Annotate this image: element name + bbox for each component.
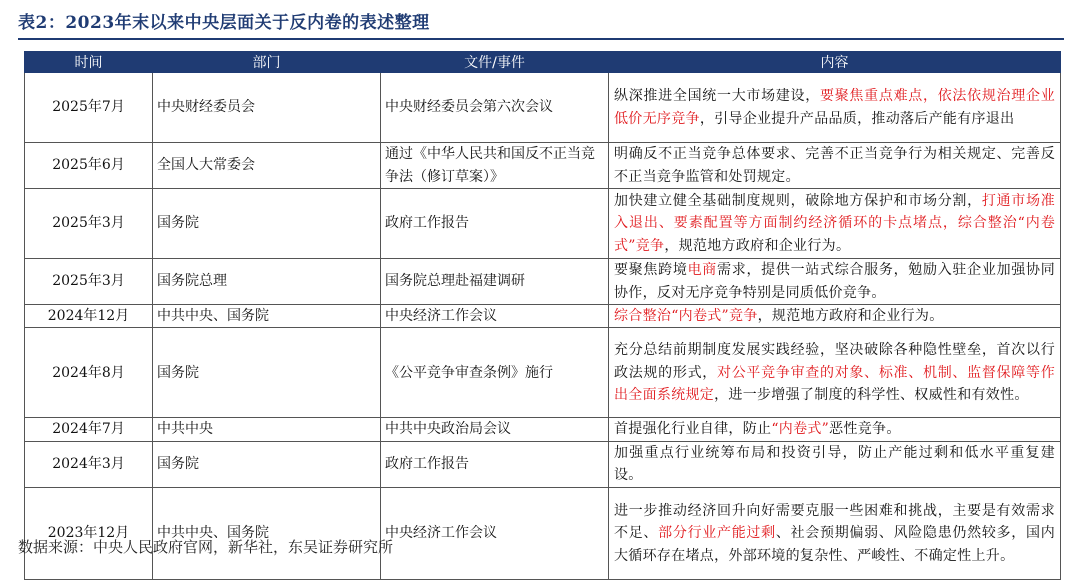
- cell-dept: 国务院: [153, 441, 381, 487]
- cell-dept: 国务院: [153, 189, 381, 259]
- content-text: 要聚焦跨境: [614, 262, 688, 279]
- table-row: [25, 189, 1061, 259]
- cell-time: 2025年6月: [25, 143, 153, 189]
- content-text: 首提强化行业自律，防止: [614, 421, 772, 438]
- header-dept: 部门: [153, 52, 381, 73]
- table-row: [25, 328, 1061, 418]
- highlighted-text: 打通市场准入退出、要素配置等方面制约经济循环的卡点堵点，综合整治“内卷式”竞争: [614, 192, 1055, 254]
- cell-doc: 通过《中华人民共和国反不正当竞争法（修订草案）》: [381, 143, 609, 189]
- cell-content: [609, 487, 1061, 579]
- cell-doc: 政府工作报告: [381, 441, 609, 487]
- cell-doc: 国务院总理赴福建调研: [381, 259, 609, 305]
- cell-doc: 中央经济工作会议: [381, 487, 609, 579]
- cell-content: [609, 73, 1061, 143]
- content-text: 加强重点行业统筹布局和投资引导，防止产能过剩和低水平重复建设。: [614, 444, 1055, 484]
- highlighted-text: 部分行业产能过剩: [658, 525, 776, 542]
- cell-doc: 中央经济工作会议: [381, 305, 609, 328]
- table-title: 表2：2023年末以来中央层面关于反内卷的表述整理: [18, 13, 430, 33]
- header-doc: 文件/事件: [381, 52, 609, 73]
- content-text: 进一步推动经济回升向好需要克服一些困难和挑战，主要是有效需求不足、: [614, 502, 1055, 542]
- table-row: [25, 487, 1061, 579]
- header-time: 时间: [25, 52, 153, 73]
- cell-time: 2025年7月: [25, 73, 153, 143]
- header-content: 内容: [609, 52, 1061, 73]
- content-text: 恶性竞争。: [829, 421, 901, 438]
- content-text: 明确反不正当竞争总体要求、完善不正当竞争行为相关规定、完善反不正当竞争监管和处罚规定。: [614, 146, 1055, 185]
- cell-content: [609, 189, 1061, 259]
- highlighted-text: “内卷式”: [771, 421, 830, 438]
- content-text: 、社会预期偏弱、风险隐患仍然较多，国内大循环存在堵点，外部环境的复杂性、严峻性、不确定性上升。: [614, 525, 1055, 564]
- table-row: [25, 73, 1061, 143]
- table-row: [25, 305, 1061, 328]
- cell-time: 2023年12月: [25, 487, 153, 579]
- data-source-note: 数据来源：中央人民政府官网，新华社，东吴证券研究所: [18, 538, 394, 556]
- cell-content: [609, 259, 1061, 305]
- title-divider: [18, 38, 1064, 40]
- content-text: 加快建立健全基础制度规则，破除地方保护和市场分割，: [614, 192, 982, 209]
- table-header-row: [25, 52, 1061, 73]
- cell-dept: 国务院总理: [153, 259, 381, 305]
- content-text: ，进一步增强了制度的科学性、权威性和有效性。: [714, 387, 1029, 404]
- cell-time: 2024年12月: [25, 305, 153, 328]
- cell-doc: 《公平竞争审查条例》施行: [381, 328, 609, 418]
- cell-time: 2025年3月: [25, 189, 153, 259]
- cell-content: [609, 305, 1061, 328]
- cell-time: 2024年8月: [25, 328, 153, 418]
- cell-doc: 政府工作报告: [381, 189, 609, 259]
- cell-dept: 中共中央: [153, 418, 381, 441]
- cell-time: 2025年3月: [25, 259, 153, 305]
- content-text: 纵深推进全国统一大市场建设，: [614, 88, 820, 105]
- highlighted-text: 电商: [687, 262, 718, 279]
- table-row: [25, 441, 1061, 487]
- cell-dept: 中共中央、国务院: [153, 305, 381, 328]
- cell-content: [609, 328, 1061, 418]
- content-text: 充分总结前期制度发展实践经验，坚决破除各种隐性壁垒，首次以行政法规的形式，: [614, 342, 1055, 381]
- content-text: ，规范地方政府和企业行为。: [757, 308, 944, 324]
- highlighted-text: 对公平竞争审查的对象、标准、机制、监督保障等作出全面系统规定: [614, 364, 1055, 404]
- table-row: [25, 418, 1061, 441]
- highlighted-text: 要聚焦重点难点，依法依规治理企业低价无序竞争: [614, 88, 1055, 127]
- table-row: [25, 143, 1061, 189]
- cell-content: [609, 143, 1061, 189]
- cell-content: [609, 418, 1061, 441]
- cell-time: 2024年7月: [25, 418, 153, 441]
- policy-table: [24, 51, 1061, 580]
- cell-doc: 中共中央政治局会议: [381, 418, 609, 441]
- cell-dept: 全国人大常委会: [153, 143, 381, 189]
- table-row: [25, 259, 1061, 305]
- cell-time: 2024年3月: [25, 441, 153, 487]
- highlighted-text: 综合整治“内卷式”竞争: [614, 308, 758, 324]
- cell-dept: 中央财经委员会: [153, 73, 381, 143]
- content-text: 需求，提供一站式综合服务，勉励入驻企业加强协同协作，反对无序竞争特别是同质低价竞争。: [614, 262, 1056, 301]
- cell-dept: 中共中央、国务院: [153, 487, 381, 579]
- cell-dept: 国务院: [153, 328, 381, 418]
- cell-doc: 中央财经委员会第六次会议: [381, 73, 609, 143]
- cell-content: [609, 441, 1061, 487]
- content-text: ，规范地方政府和企业行为。: [664, 237, 851, 254]
- content-text: ，引导企业提升产品品质，推动落后产能有序退出: [699, 110, 1015, 127]
